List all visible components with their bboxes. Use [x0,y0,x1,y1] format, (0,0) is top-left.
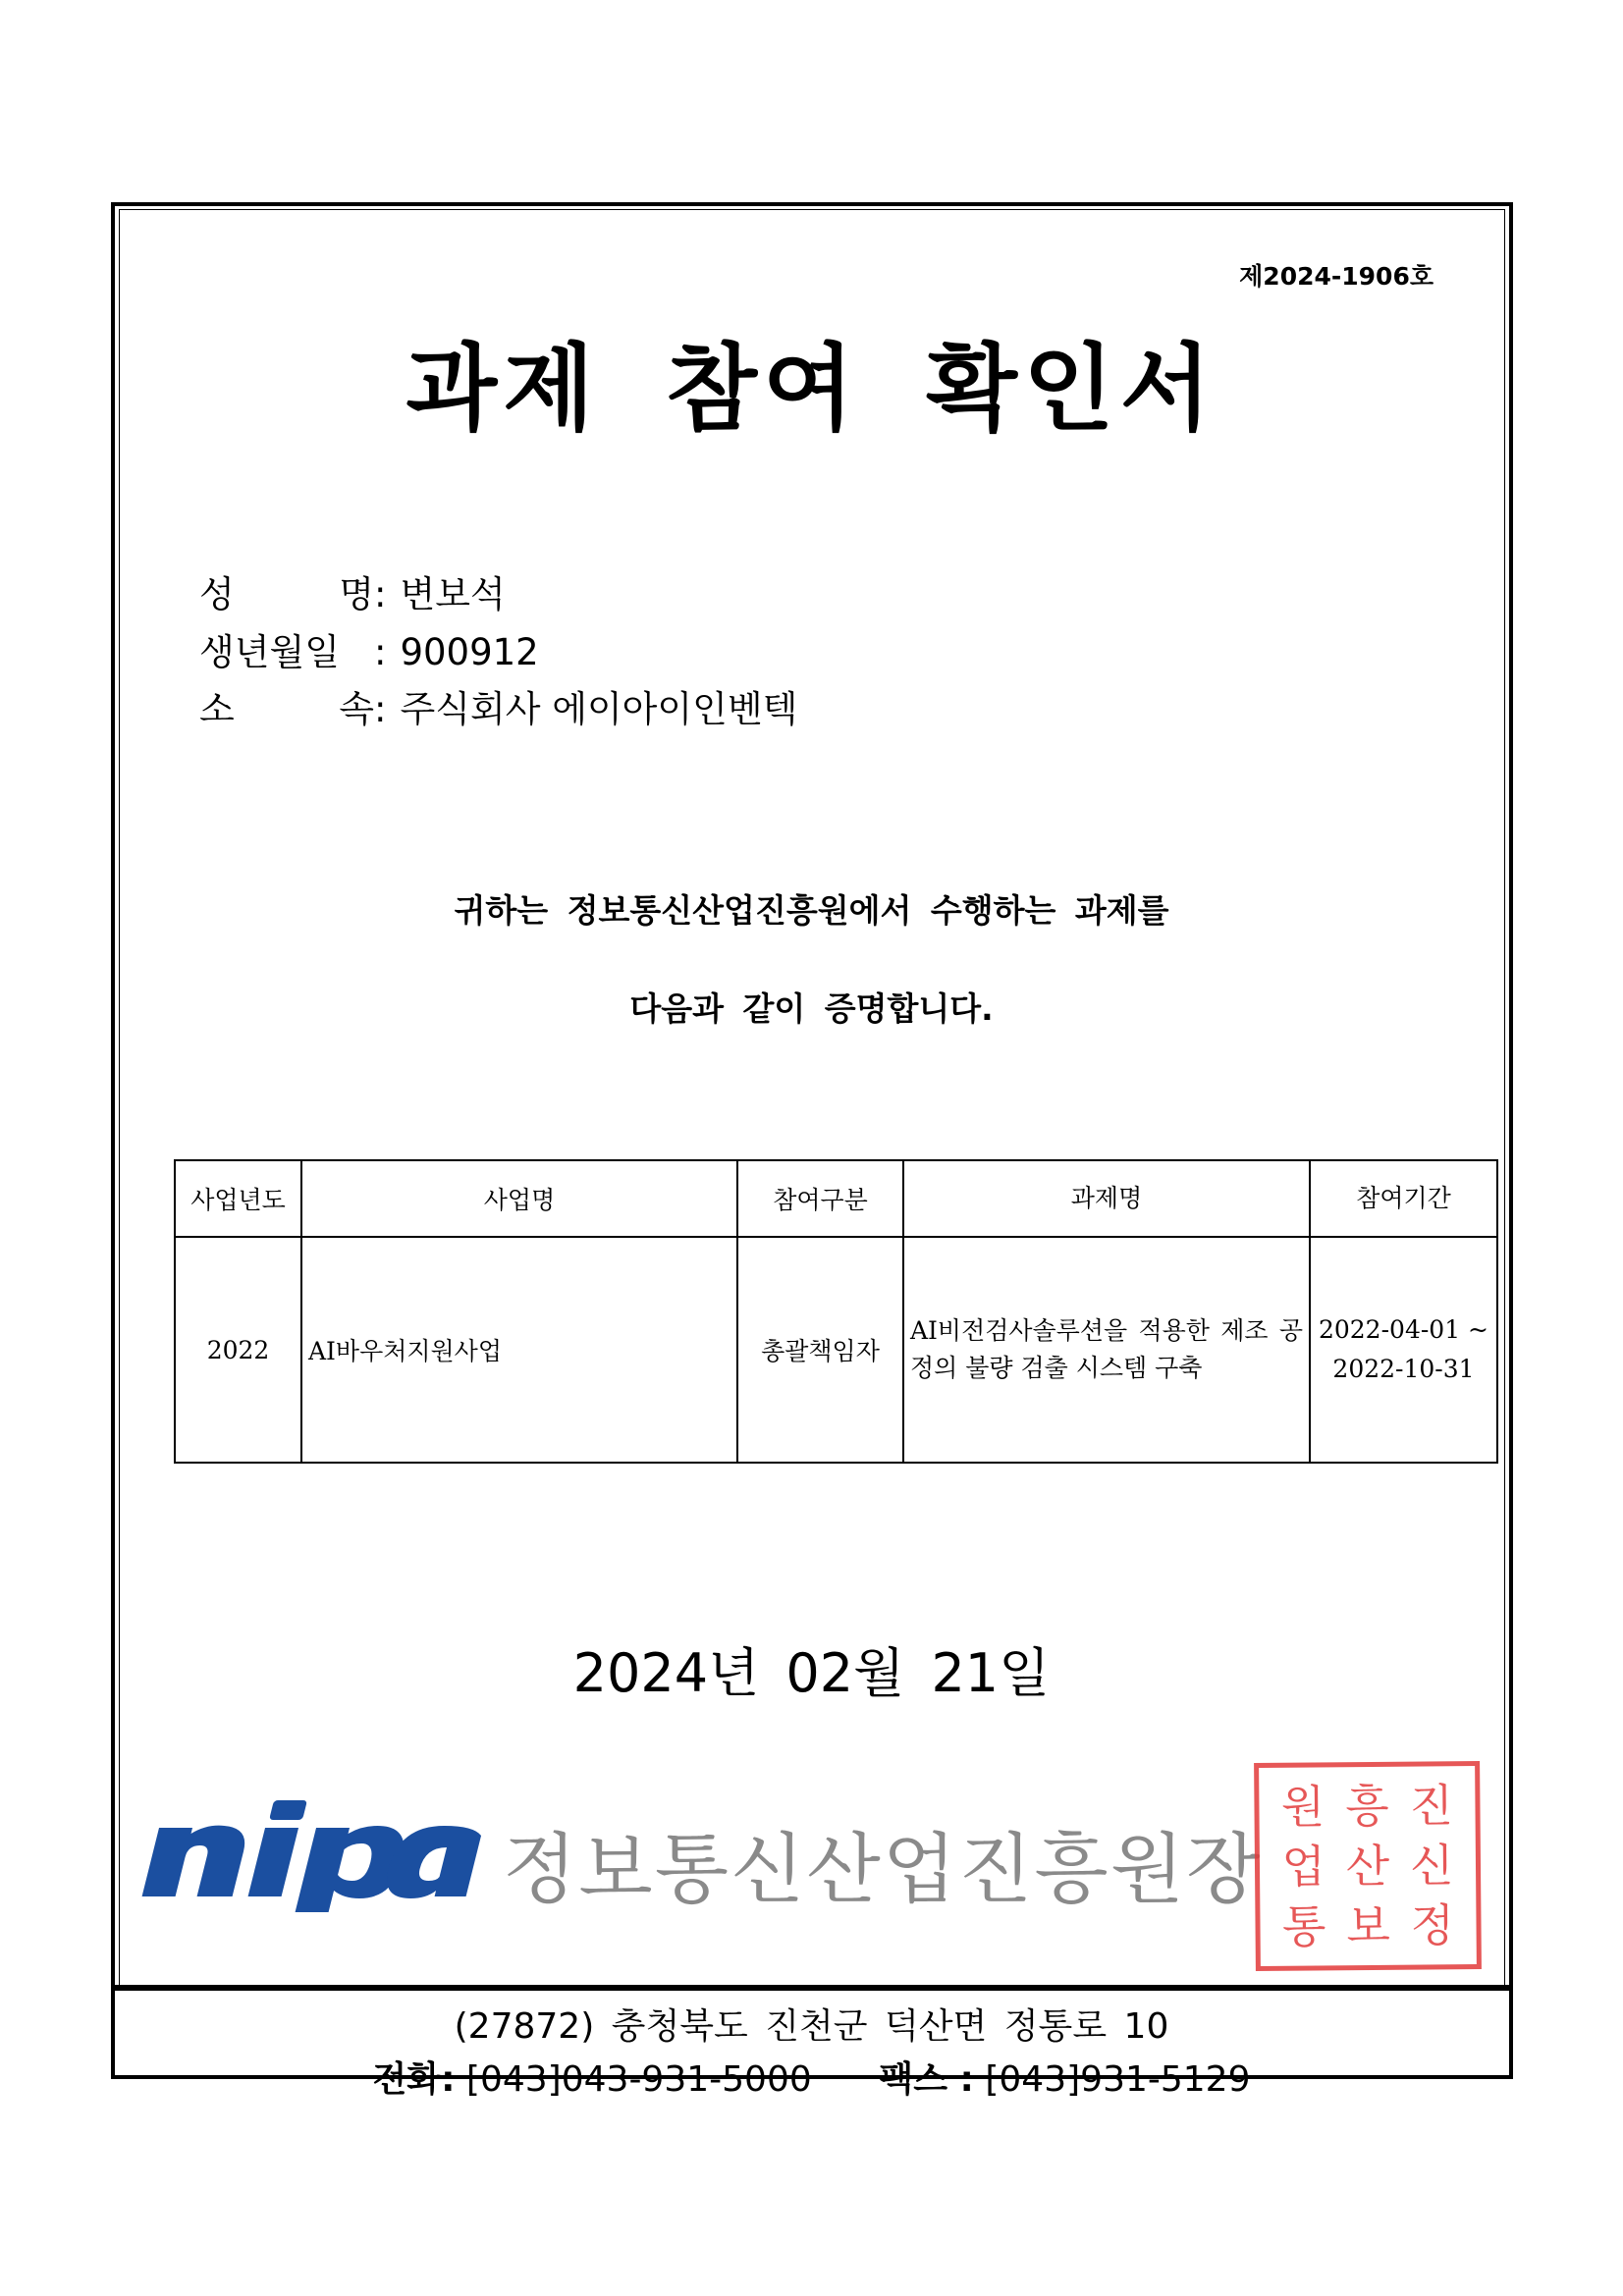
footer-contact [0,2052,1623,2102]
affiliation-label-char-1: 소 [199,688,235,730]
header-period: 참여기간 [1310,1160,1497,1237]
issuer-name: 정보통신산업진흥원장 [503,1826,1263,1914]
header-role: 참여구분 [737,1160,903,1237]
header-task: 과제명 [903,1160,1310,1237]
cell-year: 2022 [175,1237,301,1463]
seal-char: 흥 [1345,1780,1389,1834]
header-year: 사업년도 [175,1160,301,1237]
name-value: 변보석 [400,573,506,615]
certification-line-1: 귀하는 정보통신산업진흥원에서 수행하는 과제를 [454,891,1169,930]
footer-address: (27872) 충청북도 진천군 덕산면 정통로 10 [454,2006,1169,2047]
official-seal [1254,1761,1482,1971]
document-inner-border [119,209,1505,1988]
seal-char: 업 [1281,1840,1326,1894]
header-business: 사업명 [301,1160,737,1237]
affiliation-label-char-2: 속 [339,688,374,730]
seal-char: 산 [1345,1839,1390,1894]
name-label-char-2: 명 [339,573,374,615]
birth-label: 생년월일 [199,631,340,673]
cell-role: 총괄책임자 [737,1237,903,1463]
document-title: 과제 참여 확인서 [406,334,1217,444]
certification-line-2: 다음과 같이 증명합니다. [629,989,994,1028]
table-header-row [175,1160,1497,1237]
phone-number: [043]043-931-5000 [465,2059,812,2100]
seal-char: 통 [1281,1899,1326,1953]
document-number: 제2024-1906호 [1239,262,1434,291]
affiliation-row [199,679,797,732]
nipa-logo [128,1796,491,1912]
fax-number: [043]931-5129 [985,2059,1251,2100]
phone-label: 전화: [372,2059,456,2100]
affiliation-value: 주식회사 에이아이인벤텍 [400,688,798,730]
seal-char: 신 [1409,1839,1454,1893]
name-label-char-1: 성 [199,573,235,615]
participation-table [174,1159,1498,1464]
birth-value: 900912 [400,631,539,673]
seal-char: 원 [1280,1780,1325,1835]
name-colon: : [374,573,387,615]
birth-colon: : [374,631,387,673]
seal-char: 정 [1410,1897,1455,1952]
cell-period [1310,1237,1497,1463]
fax-label: 팩스 : [879,2059,974,2100]
name-label [199,564,374,617]
footer-divider [111,1985,1513,1991]
period-end: 2022-10-31 [1332,1355,1475,1383]
affiliation-colon: : [374,688,387,730]
affiliation-label [199,679,374,732]
issue-date: 2024년 02월 21일 [572,1642,1051,1704]
cell-task: AI비전검사솔루션을 적용한 제조 공정의 불량 검출 시스템 구축 [903,1237,1310,1463]
period-start: 2022-04-01 ~ [1318,1315,1489,1344]
birth-row [199,622,539,675]
cell-business: AI바우처지원사업 [301,1237,737,1463]
name-row [199,564,506,617]
seal-char: 진 [1409,1779,1454,1833]
seal-char: 보 [1346,1898,1390,1952]
table-row [175,1237,1497,1463]
